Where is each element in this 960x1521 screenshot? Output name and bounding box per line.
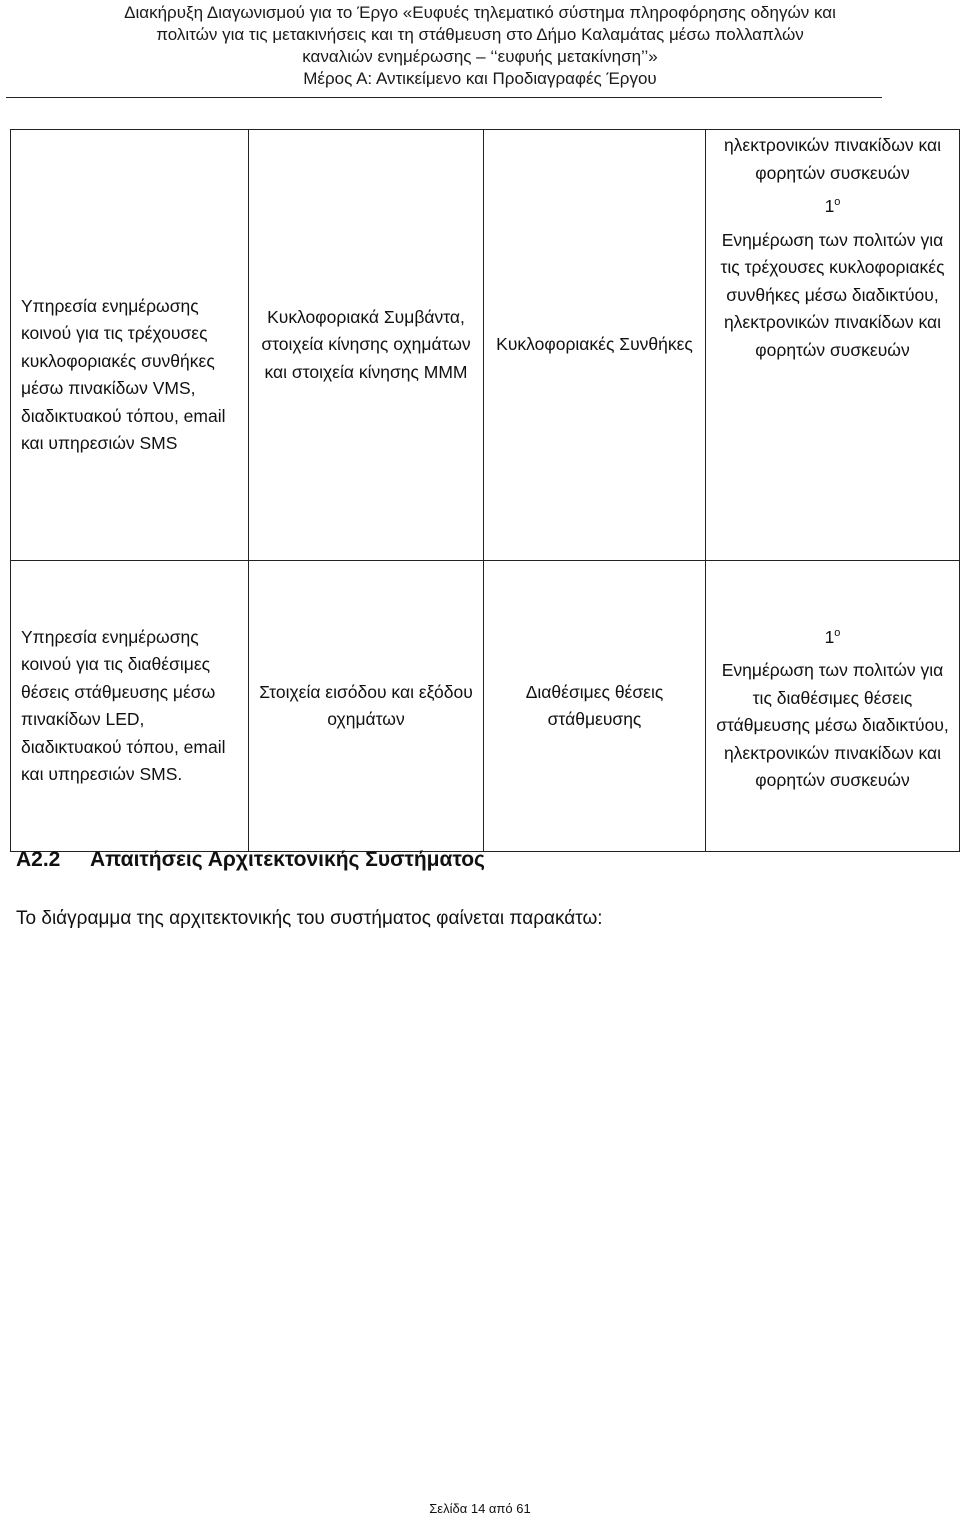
table-row [11,130,960,561]
type-cell [484,561,706,852]
frequency-cell [706,561,960,852]
frequency-description: Ενημέρωση των πολιτών για τις τρέχουσες κυκλοφοριακές συνθήκες μέσω διαδικτύου, ηλεκτρονικών πινακίδων και φορητών συσκευών [720,229,945,360]
frequency-description: Ενημέρωση των πολιτών για τις διαθέσιμες θέσεις στάθμευσης μέσω διαδικτύου, ηλεκτρονικών πινακίδων και φορητών συσκευών [716,660,949,790]
frequency-level-sup: ο [834,196,841,209]
input-cell [249,561,484,852]
header-line-3: καναλιών ενημέρωσης – ‘‘ευφυής μετακίνηση’’» [302,47,658,66]
frequency-level [716,193,949,221]
table-row [11,561,960,852]
frequency-level-sup: ο [834,626,841,639]
section-number: Α2.2 [16,848,61,871]
section-title: Απαιτήσεις Αρχιτεκτονικής Συστήματος [90,848,485,871]
header-line-2: πολιτών για τις μετακινήσεις και τη στάθμευση στο Δήμο Καλαμάτας μέσω πολλαπλών [156,25,804,44]
type-cell [484,130,706,561]
section-intro: Το διάγραμμα της αρχιτεκτονικής του συστήματος φαίνεται παρακάτω: [16,908,603,929]
service-cell [11,130,249,561]
header-line-1: Διακήρυξη Διαγωνισμού για το Έργο «Ευφυές τηλεματικό σύστημα πληροφόρησης οδηγών και [124,3,836,22]
input-cell [249,130,484,561]
service-text: Υπηρεσία ενημέρωσης κοινού για τις διαθέσιμες θέσεις στάθμευσης μέσω πινακίδων LED, διαδικτυακού τόπου, email και υπηρεσιών SMS. [21,626,226,784]
services-table [10,129,960,852]
page-header [8,2,952,90]
frequency-continued-text: ηλεκτρονικών πινακίδων και φορητών συσκευών [723,135,942,183]
type-text: Κυκλοφοριακές Συνθήκες [496,334,693,355]
frequency-level [716,624,949,652]
service-cell [11,561,249,852]
type-text: Διαθέσιμες θέσεις στάθμευσης [525,681,664,729]
section-heading [16,848,485,872]
header-divider [6,97,882,98]
input-text: Στοιχεία εισόδου και εξόδου οχημάτων [259,681,473,729]
frequency-cell [706,130,960,561]
page-number: Σελίδα 14 από 61 [429,1501,531,1516]
header-line-4: Μέρος Α: Αντικείμενο και Προδιαγραφές Έργου [303,69,657,88]
frequency-level-number: 1 [824,196,835,216]
input-text: Κυκλοφοριακά Συμβάντα, στοιχεία κίνησης οχημάτων και στοιχεία κίνησης ΜΜΜ [261,306,471,382]
service-text: Υπηρεσία ενημέρωσης κοινού για τις τρέχουσες κυκλοφοριακές συνθήκες μέσω πινακίδων VMS, διαδικτυακού τόπου, email και υπηρεσιών SMS [21,295,226,453]
frequency-level-number: 1 [824,626,835,647]
